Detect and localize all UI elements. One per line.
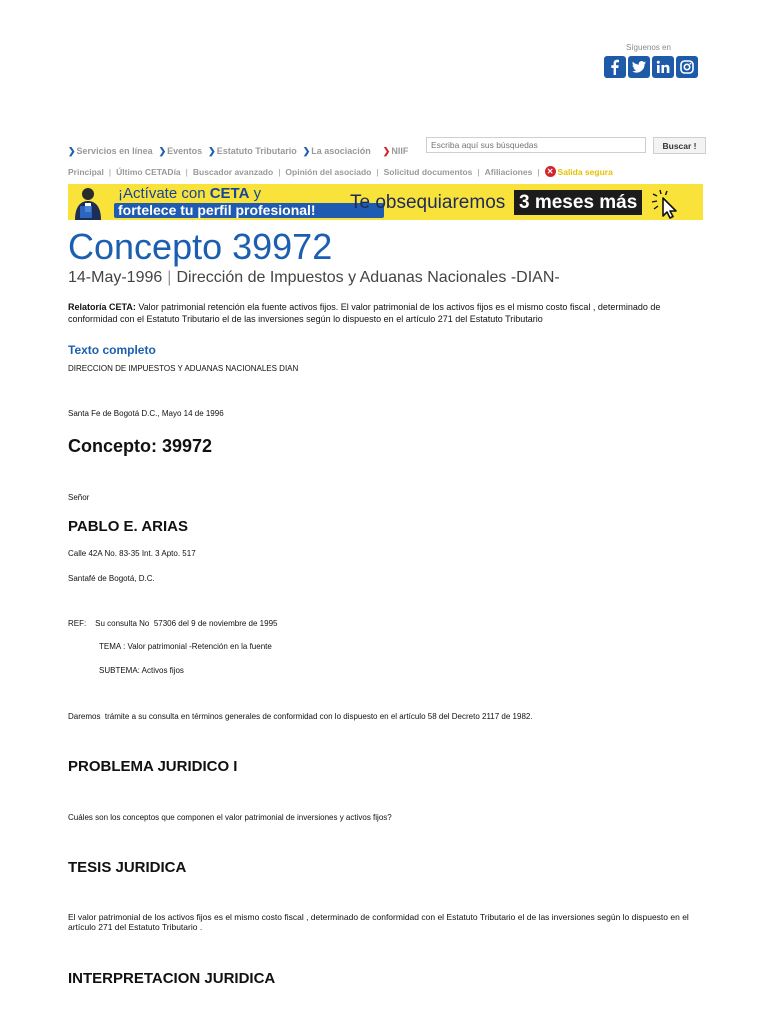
nav-link-buscador-avanzado[interactable]: Buscador avanzado	[192, 166, 274, 177]
cursor-click-icon	[648, 187, 682, 219]
reference: REF: Su consulta No 57306 del 9 de noviembre de 1995	[68, 619, 278, 628]
search-input[interactable]	[426, 137, 646, 153]
chevron-right-icon: ❯	[68, 146, 76, 156]
tema: TEMA : Valor patrimonial -Retención en la fuente	[99, 642, 272, 651]
nav-link-solicitud[interactable]: Solicitud documentos	[383, 166, 473, 177]
interpretacion-heading: INTERPRETACION JURIDICA	[68, 970, 276, 987]
chevron-right-icon: ❯	[158, 146, 167, 156]
problema-heading: PROBLEMA JURIDICO I	[68, 758, 238, 775]
tesis-text: El valor patrimonial de los activos fijos es el mismo costo fiscal , determinado de conformidad con el Estatuto Tributario el de las inversiones según lo dispuesto en el artículo 271 del Estatuto Tributario .	[68, 912, 689, 932]
instagram-icon[interactable]	[676, 56, 698, 78]
secondary-nav: Principal | Último CETADía | Buscador avanzado | Opinión del asociado | Solicitud documentos | Afiliaciones | ✕ Salida segura	[68, 166, 613, 177]
texto-completo-heading: Texto completo	[68, 343, 156, 357]
person-icon	[71, 186, 105, 220]
nav-link-opinion[interactable]: Opinión del asociado	[285, 166, 372, 177]
nav-item-estatuto[interactable]: ❯Estatuto Tributario	[208, 146, 297, 156]
chevron-right-icon: ❯	[208, 146, 216, 156]
subtema: SUBTEMA: Activos fijos	[99, 666, 184, 675]
relatoria-summary: Relatoría CETA: Valor patrimonial retención ela fuente activos fijos. El valor patrimonial de los activos fijos es el mismo costo fiscal , determinado de conformidad con el Estatuto Tributario el de las inversiones según lo dispuesto en el artículo 271 del Estatuto Tributario	[68, 302, 661, 324]
facebook-icon[interactable]	[604, 56, 626, 78]
promo-banner[interactable]: ¡Actívate con CETA y fortelece tu perfil profesional! Te obsequiaremos 3 meses más	[68, 184, 703, 220]
page-title: Concepto 39972	[68, 226, 333, 267]
document-meta: 14-May-1996 | Dirección de Impuestos y Aduanas Nacionales -DIAN-	[68, 269, 560, 286]
social-links	[604, 56, 698, 78]
nav-item-asociacion[interactable]: ❯La asociación	[302, 146, 371, 156]
search-button[interactable]: Buscar !	[653, 137, 706, 154]
main-nav	[68, 146, 408, 157]
address-line-2: Santafé de Bogotá, D.C.	[68, 574, 155, 583]
document-issuer: Dirección de Impuestos y Aduanas Nacionales -DIAN-	[176, 269, 560, 286]
entity-line: DIRECCION DE IMPUESTOS Y ADUANAS NACIONALES DIAN	[68, 364, 299, 373]
logout-link[interactable]: ✕ Salida segura	[545, 166, 613, 177]
recipient-name: PABLO E. ARIAS	[68, 518, 189, 535]
nav-link-afiliaciones[interactable]: Afiliaciones	[484, 166, 533, 177]
nav-link-principal[interactable]: Principal	[68, 166, 104, 177]
address-line-1: Calle 42A No. 83-35 Int. 3 Apto. 517	[68, 549, 196, 558]
nav-item-servicios[interactable]: ❯Servicios en línea	[68, 146, 153, 156]
chevron-right-icon: ❯	[382, 146, 391, 156]
problema-text: Cuáles son los conceptos que componen el valor patrimonial de inversiones y activos fijos?	[68, 813, 392, 822]
tesis-heading: TESIS JURIDICA	[68, 859, 187, 876]
nav-item-niif[interactable]: ❯NIIF	[382, 146, 409, 156]
concepto-heading: Concepto: 39972	[68, 436, 213, 456]
follow-label: Síguenos en	[626, 43, 671, 52]
close-circle-icon: ✕	[545, 166, 556, 177]
twitter-icon[interactable]	[628, 56, 650, 78]
linkedin-icon[interactable]	[652, 56, 674, 78]
document-date: 14-May-1996	[68, 269, 163, 286]
nav-link-ultimo-cetadia[interactable]: Último CETADía	[116, 166, 181, 177]
place-date: Santa Fe de Bogotá D.C., Mayo 14 de 1996	[68, 409, 224, 418]
chevron-right-icon: ❯	[302, 146, 311, 156]
intro-paragraph: Daremos trámite a su consulta en términos generales de conformidad con lo dispuesto en el artículo 58 del Decreto 2117 de 1982.	[68, 712, 533, 721]
nav-item-eventos[interactable]: ❯Eventos	[158, 146, 203, 156]
salutation: Señor	[68, 493, 90, 502]
